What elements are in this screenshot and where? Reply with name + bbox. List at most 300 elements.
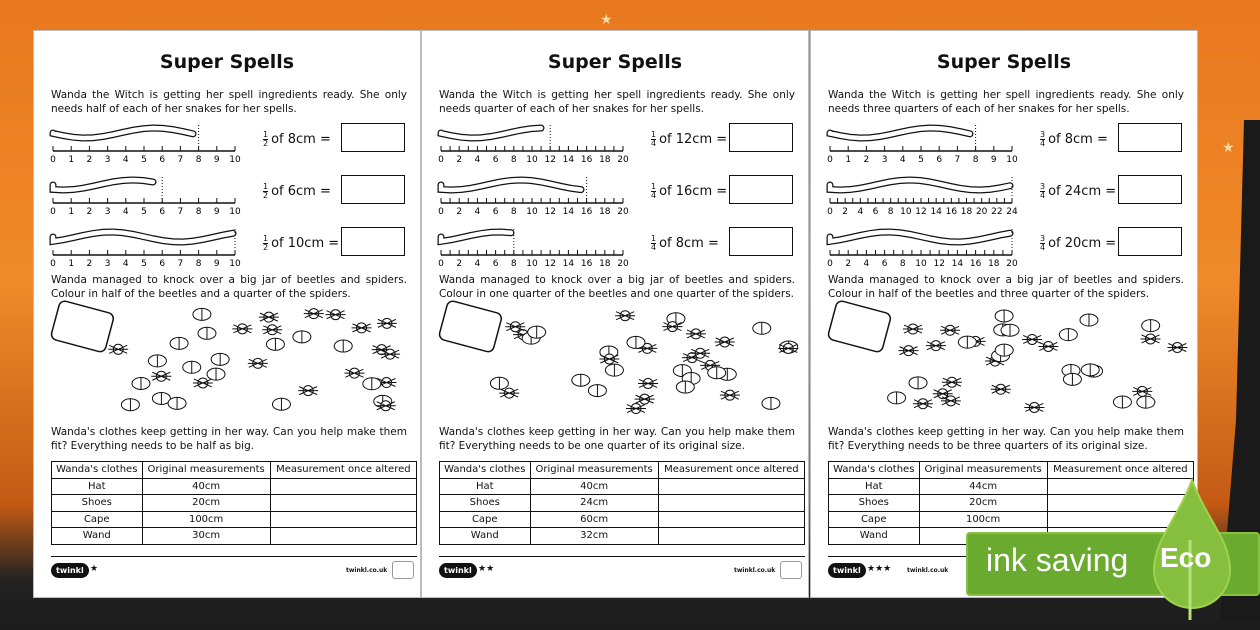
table-cell: 40cm xyxy=(142,478,270,495)
table-cell: 44cm xyxy=(919,478,1047,495)
snake-length: 6cm xyxy=(287,184,316,199)
spider-icon xyxy=(926,341,946,351)
numerator: 3 xyxy=(1040,130,1046,139)
footer-divider xyxy=(439,556,805,557)
beetle-icon xyxy=(676,381,694,393)
spider-icon xyxy=(690,348,710,358)
ruler-tick-label: 6 xyxy=(492,155,499,165)
numerator: 3 xyxy=(1040,182,1046,191)
ruler-tick-label: 4 xyxy=(857,207,864,217)
denominator: 4 xyxy=(651,191,657,200)
beetle-icon xyxy=(490,377,508,389)
fraction-question: $\frac{1}{2}$ of 8cm = xyxy=(263,130,331,148)
ruler-tick-label: 8 xyxy=(195,155,202,165)
ruler-tick-label: 0 xyxy=(827,207,833,217)
beetle-icon xyxy=(170,337,188,349)
beetle-icon xyxy=(334,340,352,352)
ruler-tick-label: 4 xyxy=(122,155,129,165)
denominator: 2 xyxy=(263,191,269,200)
spider-icon xyxy=(899,346,919,356)
ruler-tick-label: 2 xyxy=(86,207,93,217)
answer-box[interactable] xyxy=(1118,227,1182,256)
answer-cell[interactable] xyxy=(270,511,416,528)
ruler-tick-label: 3 xyxy=(104,207,111,217)
twinkl-logo: twinkl xyxy=(439,563,477,578)
ruler-tick-label: 0 xyxy=(50,259,56,269)
quality-badge-icon xyxy=(392,561,414,579)
ruler-tick-label: 9 xyxy=(990,155,997,165)
snake-instructions: Wanda the Witch is getting her spell ingredients ready. She only needs half of each of her snakes for her spells. xyxy=(51,89,407,115)
ruler-tick-label: 2 xyxy=(456,207,463,217)
difficulty-stars: ★ xyxy=(90,564,99,574)
beetle-icon xyxy=(272,398,290,410)
ruler-tick-label: 16 xyxy=(945,207,958,217)
table-cell: Cape xyxy=(440,511,531,528)
bugs-illustration xyxy=(51,304,411,416)
ruler-tick-label: 3 xyxy=(104,155,111,165)
spider-icon xyxy=(1038,341,1058,351)
spider-icon xyxy=(903,324,923,334)
table-row xyxy=(440,511,805,528)
answer-box[interactable] xyxy=(729,227,793,256)
snake-length: 24cm xyxy=(1064,184,1102,199)
ruler-tick-label: 24 xyxy=(1006,207,1018,217)
spider-icon xyxy=(248,358,268,368)
snake-question xyxy=(439,119,799,163)
ruler-tick-label: 5 xyxy=(141,207,147,217)
numerator: 1 xyxy=(263,130,269,139)
table-cell: Hat xyxy=(440,478,531,495)
answer-box[interactable] xyxy=(1118,175,1182,204)
fraction xyxy=(263,183,268,200)
beetle-icon xyxy=(1081,364,1099,376)
beetle-icon xyxy=(266,338,284,350)
numerator: 1 xyxy=(263,182,269,191)
ruler-tick-label: 8 xyxy=(195,259,202,269)
ruler-tick-label: 0 xyxy=(438,207,444,217)
fraction xyxy=(651,183,656,200)
twinkl-logo: twinkl xyxy=(828,563,866,578)
ruler-tick-label: 12 xyxy=(544,207,556,217)
ruler-tick-label: 10 xyxy=(915,259,927,269)
clothes-instructions: Wanda's clothes keep getting in her way. Can you help make them fit? Everything needs to be one quarter of its original size. xyxy=(439,426,795,452)
beetle-icon xyxy=(888,392,906,404)
ruler-tick-label: 7 xyxy=(954,155,961,165)
ruler-tick-label: 1 xyxy=(68,207,75,217)
beetle-icon xyxy=(183,361,201,373)
beetle-icon xyxy=(762,397,780,409)
fraction-question: $\frac{3}{4}$ of 24cm = xyxy=(1040,182,1117,200)
ruler-tick-label: 8 xyxy=(510,207,517,217)
ruler-tick-label: 4 xyxy=(474,207,481,217)
table-row xyxy=(440,478,805,495)
ruler-tick-label: 12 xyxy=(544,155,556,165)
ruler-tick-label: 12 xyxy=(915,207,927,217)
ruler-tick-label: 14 xyxy=(562,259,575,269)
denominator: 2 xyxy=(263,243,269,252)
snake-length: 8cm xyxy=(287,132,316,147)
column-header: Original measurements xyxy=(142,462,270,479)
ruler-tick-label: 20 xyxy=(975,207,988,217)
ruler-tick-label: 0 xyxy=(50,207,56,217)
ruler-tick-label: 9 xyxy=(213,259,220,269)
answer-cell[interactable] xyxy=(658,478,804,495)
beetle-icon xyxy=(588,385,606,397)
ruler-tick-label: 18 xyxy=(599,155,611,165)
jar-icon xyxy=(827,300,891,353)
ruler-tick-label: 4 xyxy=(863,259,870,269)
ruler-tick-label: 2 xyxy=(86,155,93,165)
denominator: 4 xyxy=(1040,139,1046,148)
table-cell: 20cm xyxy=(919,495,1047,512)
table-cell: 30cm xyxy=(142,528,270,545)
ink-saving-label: ink saving xyxy=(986,542,1129,578)
table-cell: 32cm xyxy=(530,528,658,545)
fraction xyxy=(263,131,268,148)
beetle-icon xyxy=(958,336,976,348)
table-row xyxy=(52,495,417,512)
ruler-tick-label: 8 xyxy=(510,259,517,269)
page-title: Super Spells xyxy=(547,51,683,73)
answer-box[interactable] xyxy=(341,227,405,256)
ruler-tick-label: 1 xyxy=(845,155,852,165)
answer-box[interactable] xyxy=(729,123,793,152)
column-header: Measurement once altered xyxy=(658,462,804,479)
beetle-icon xyxy=(363,378,381,390)
beetle-icon xyxy=(293,331,311,343)
ruler-tick-label: 9 xyxy=(213,207,220,217)
beetle-icon xyxy=(605,364,623,376)
star-decoration: ★ xyxy=(600,12,613,28)
clothes-instructions: Wanda's clothes keep getting in her way. Can you help make them fit? Everything needs to be half as big. xyxy=(51,426,407,452)
numerator: 1 xyxy=(651,182,657,191)
worksheet-page[interactable] xyxy=(421,30,809,598)
beetle-icon xyxy=(708,367,726,379)
ruler-tick-label: 8 xyxy=(195,207,202,217)
spider-icon xyxy=(615,311,635,321)
ruler-tick-label: 10 xyxy=(900,207,912,217)
table-row xyxy=(52,528,417,545)
column-header: Wanda's clothes xyxy=(829,462,920,479)
spider-icon xyxy=(626,404,646,414)
beetle-icon xyxy=(198,327,216,339)
ruler-tick-label: 6 xyxy=(159,155,166,165)
footer-url: twinkl.co.uk xyxy=(907,567,949,574)
fraction xyxy=(263,235,268,252)
snake-length: 8cm xyxy=(675,236,704,251)
fraction-question: $\frac{1}{2}$ of 6cm = xyxy=(263,182,331,200)
spider-icon xyxy=(662,322,682,332)
spider-icon xyxy=(941,396,961,406)
ruler-tick-label: 10 xyxy=(526,259,538,269)
table-row xyxy=(52,511,417,528)
fraction-question: $\frac{1}{4}$ of 12cm = xyxy=(651,130,728,148)
ruler-tick-label: 12 xyxy=(544,259,556,269)
ruler-tick-label: 16 xyxy=(580,155,593,165)
ruler-tick-label: 2 xyxy=(456,155,463,165)
jar-icon xyxy=(438,300,502,353)
answer-cell[interactable] xyxy=(270,528,416,545)
spider-icon xyxy=(1167,343,1187,353)
beetle-icon xyxy=(1080,314,1098,326)
numerator: 1 xyxy=(263,234,269,243)
column-header: Original measurements xyxy=(530,462,658,479)
column-header: Original measurements xyxy=(919,462,1047,479)
ruler-tick-label: 14 xyxy=(562,155,575,165)
beetle-icon xyxy=(132,377,150,389)
table-cell: 100cm xyxy=(919,511,1047,528)
spider-icon xyxy=(1141,334,1161,344)
ruler-tick-label: 2 xyxy=(456,259,463,269)
ruler-tick-label: 0 xyxy=(50,155,56,165)
spider-icon xyxy=(193,378,213,388)
numerator: 1 xyxy=(651,130,657,139)
table-cell: Hat xyxy=(52,478,143,495)
spider-icon xyxy=(505,322,525,332)
fraction-question: $\frac{1}{4}$ of 8cm = xyxy=(651,234,719,252)
ruler-tick-label: 8 xyxy=(887,207,894,217)
fraction-question: $\frac{1}{2}$ of 10cm = xyxy=(263,234,340,252)
snake-question xyxy=(51,223,411,267)
denominator: 2 xyxy=(263,139,269,148)
ruler-tick-label: 22 xyxy=(991,207,1003,217)
answer-box[interactable] xyxy=(729,175,793,204)
spider-icon xyxy=(1024,402,1044,412)
page-title: Super Spells xyxy=(936,51,1072,73)
fraction xyxy=(651,235,656,252)
ruler-tick-label: 12 xyxy=(933,259,945,269)
ruler-tick-label: 14 xyxy=(562,207,575,217)
ruler-tick-label: 18 xyxy=(599,259,611,269)
beetle-icon xyxy=(148,355,166,367)
ruler-tick-label: 6 xyxy=(492,207,499,217)
table-cell: 40cm xyxy=(530,478,658,495)
jar-icon xyxy=(50,300,114,353)
ruler-tick-label: 20 xyxy=(617,155,629,165)
spider-icon xyxy=(377,318,397,328)
table-cell: Wand xyxy=(52,528,143,545)
ruler-tick-label: 14 xyxy=(951,259,964,269)
spider-icon xyxy=(326,310,346,320)
fraction-question: $\frac{1}{4}$ of 16cm = xyxy=(651,182,728,200)
snake-question xyxy=(828,223,1188,267)
spider-icon xyxy=(635,394,655,404)
denominator: 4 xyxy=(1040,191,1046,200)
spider-icon xyxy=(499,388,519,398)
beetle-icon xyxy=(572,374,590,386)
numerator: 3 xyxy=(1040,234,1046,243)
column-header: Measurement once altered xyxy=(1047,462,1193,479)
ruler-tick-label: 6 xyxy=(872,207,879,217)
spider-icon xyxy=(720,390,740,400)
table-row xyxy=(829,511,1194,528)
clothes-instructions: Wanda's clothes keep getting in her way. Can you help make them fit? Everything needs to be three quarters of its original size. xyxy=(828,426,1184,452)
ruler-tick-label: 0 xyxy=(827,259,833,269)
ruler-tick-label: 10 xyxy=(526,155,538,165)
ruler-tick-label: 2 xyxy=(845,259,852,269)
spider-icon xyxy=(380,349,400,359)
spider-icon xyxy=(913,399,933,409)
table-row xyxy=(52,478,417,495)
snake-instructions: Wanda the Witch is getting her spell ingredients ready. She only needs quarter of each of her snakes for her spells. xyxy=(439,89,795,115)
denominator: 4 xyxy=(651,243,657,252)
star-decoration: ★ xyxy=(1222,140,1235,156)
spider-icon xyxy=(1132,386,1152,396)
ruler-tick-label: 20 xyxy=(617,259,629,269)
beetle-icon xyxy=(168,397,186,409)
ruler-tick-label: 16 xyxy=(969,259,982,269)
snake-question xyxy=(828,171,1188,215)
ruler-tick-label: 4 xyxy=(122,259,129,269)
ruler-tick-label: 0 xyxy=(438,155,444,165)
ruler-tick-label: 10 xyxy=(229,207,241,217)
snake-instructions: Wanda the Witch is getting her spell ingredients ready. She only needs three quarters of each of her snakes for her spells. xyxy=(828,89,1184,115)
footer-url: twinkl.co.uk xyxy=(734,567,776,574)
column-header: Measurement once altered xyxy=(270,462,416,479)
answer-cell[interactable] xyxy=(658,495,804,512)
spider-icon xyxy=(304,309,324,319)
twinkl-logo: twinkl xyxy=(51,563,89,578)
ruler-tick-label: 6 xyxy=(492,259,499,269)
bugs-instructions: Wanda managed to knock over a big jar of beetles and spiders. Colour in half of the beetles and three quarter of the spiders. xyxy=(828,274,1184,300)
table-cell: 24cm xyxy=(530,495,658,512)
table-cell: Cape xyxy=(829,511,920,528)
beetle-icon xyxy=(1142,320,1160,332)
ruler-tick-label: 7 xyxy=(177,155,184,165)
table-cell: 20cm xyxy=(142,495,270,512)
ruler-tick-label: 4 xyxy=(474,155,481,165)
ruler-tick-label: 7 xyxy=(177,207,184,217)
answer-box[interactable] xyxy=(1118,123,1182,152)
ruler-tick-label: 5 xyxy=(141,259,147,269)
ruler-tick-label: 5 xyxy=(141,155,147,165)
ruler-tick-label: 0 xyxy=(827,155,833,165)
ruler-tick-label: 5 xyxy=(918,155,924,165)
spider-icon xyxy=(259,312,279,322)
table-cell: Wand xyxy=(829,528,920,545)
spider-icon xyxy=(638,378,658,388)
ruler-tick-label: 8 xyxy=(899,259,906,269)
beetle-icon xyxy=(909,377,927,389)
table-cell: 60cm xyxy=(530,511,658,528)
spider-icon xyxy=(778,343,798,353)
ruler-tick-label: 8 xyxy=(972,155,979,165)
eco-leaf-icon xyxy=(1152,480,1232,620)
ruler-tick-label: 10 xyxy=(1006,155,1018,165)
spider-icon xyxy=(352,323,372,333)
spider-icon xyxy=(298,386,318,396)
table-cell: Cape xyxy=(52,511,143,528)
ruler-tick-label: 14 xyxy=(930,207,942,217)
spider-icon xyxy=(151,371,171,381)
ruler-tick-label: 10 xyxy=(229,259,241,269)
answer-cell[interactable] xyxy=(658,511,804,528)
snake-question xyxy=(51,171,411,215)
ruler-tick-label: 4 xyxy=(899,155,906,165)
bugs-illustration xyxy=(828,304,1188,416)
beetle-icon xyxy=(193,308,211,320)
beetle-icon xyxy=(995,344,1013,356)
answer-box[interactable] xyxy=(341,175,405,204)
ruler-tick-label: 3 xyxy=(881,155,888,165)
ruler-tick-label: 3 xyxy=(104,259,111,269)
ruler-tick-label: 9 xyxy=(213,155,220,165)
footer-divider xyxy=(51,556,417,557)
beetle-icon xyxy=(1113,396,1131,408)
column-header: Wanda's clothes xyxy=(52,462,143,479)
ruler-tick-label: 18 xyxy=(988,259,1000,269)
quality-badge-icon xyxy=(780,561,802,579)
table-cell: Wand xyxy=(440,528,531,545)
denominator: 4 xyxy=(1040,243,1046,252)
ruler-tick-label: 20 xyxy=(617,207,629,217)
fraction-question: $\frac{3}{4}$ of 8cm = xyxy=(1040,130,1108,148)
worksheet-page[interactable] xyxy=(33,30,421,598)
ruler-tick-label: 2 xyxy=(86,259,93,269)
beetle-icon xyxy=(627,336,645,348)
table-cell: Hat xyxy=(829,478,920,495)
table-cell: Shoes xyxy=(440,495,531,512)
snake-length: 8cm xyxy=(1064,132,1093,147)
table-cell: Shoes xyxy=(829,495,920,512)
beetle-icon xyxy=(1137,396,1155,408)
ruler-tick-label: 16 xyxy=(580,207,593,217)
ruler-tick-label: 4 xyxy=(474,259,481,269)
column-header: Wanda's clothes xyxy=(440,462,531,479)
clothes-table xyxy=(439,461,805,545)
snake-question xyxy=(439,223,799,267)
spider-icon xyxy=(940,325,960,335)
page-title: Super Spells xyxy=(159,51,295,73)
answer-cell[interactable] xyxy=(270,478,416,495)
table-row xyxy=(829,495,1194,512)
spider-icon xyxy=(599,354,619,364)
worksheet-page[interactable] xyxy=(810,30,1198,598)
snake-question xyxy=(51,119,411,163)
ruler-tick-label: 0 xyxy=(438,259,444,269)
fraction xyxy=(1040,131,1045,148)
clothes-table xyxy=(51,461,417,545)
snake-length: 12cm xyxy=(675,132,713,147)
answer-cell[interactable] xyxy=(270,495,416,512)
snake-length: 20cm xyxy=(1064,236,1102,251)
spider-icon xyxy=(942,377,962,387)
snake-length: 10cm xyxy=(287,236,325,251)
ruler-tick-label: 2 xyxy=(863,155,870,165)
difficulty-stars: ★★ xyxy=(478,564,495,574)
ruler-tick-label: 16 xyxy=(580,259,593,269)
bugs-instructions: Wanda managed to knock over a big jar of beetles and spiders. Colour in one quarter of the beetles and one quarter of the spiders. xyxy=(439,274,795,300)
ruler-tick-label: 8 xyxy=(510,155,517,165)
spider-icon xyxy=(1022,334,1042,344)
ruler-tick-label: 2 xyxy=(842,207,849,217)
spider-icon xyxy=(344,368,364,378)
table-row xyxy=(440,495,805,512)
bugs-illustration xyxy=(439,304,799,416)
footer-url: twinkl.co.uk xyxy=(346,567,388,574)
answer-cell[interactable] xyxy=(658,528,804,545)
spider-icon xyxy=(262,325,282,335)
fraction xyxy=(1040,183,1045,200)
fraction xyxy=(651,131,656,148)
answer-box[interactable] xyxy=(341,123,405,152)
snake-question xyxy=(828,119,1188,163)
ruler-tick-label: 20 xyxy=(1006,259,1018,269)
ruler-tick-label: 4 xyxy=(122,207,129,217)
ruler-tick-label: 6 xyxy=(881,259,888,269)
ruler-tick-label: 18 xyxy=(599,207,611,217)
beetle-icon xyxy=(121,399,139,411)
